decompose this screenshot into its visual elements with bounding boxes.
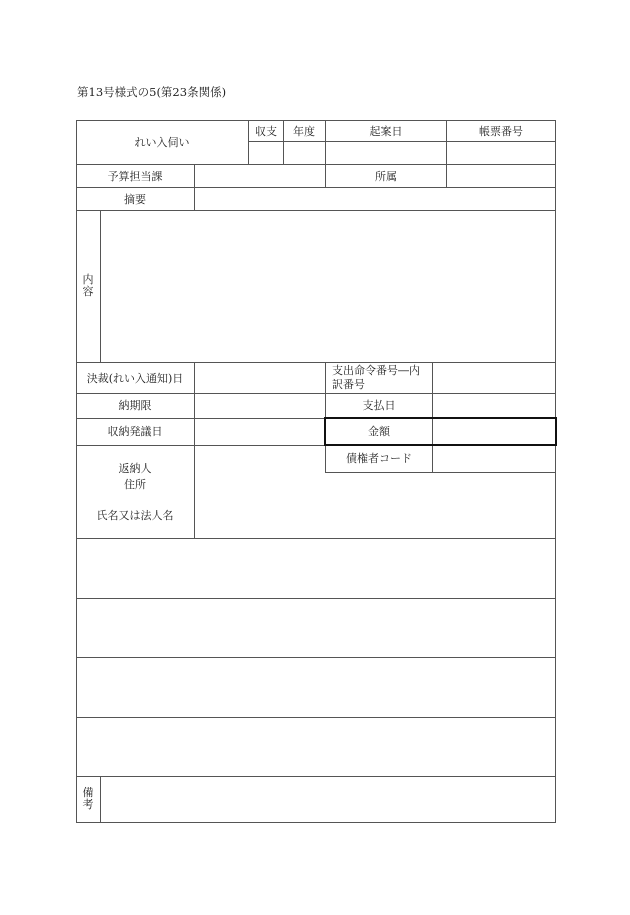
form-title: 第13号様式の5(第23条関係) bbox=[77, 85, 227, 99]
receipt-label: 収支 bbox=[255, 125, 277, 138]
request-label: れい入伺い bbox=[134, 136, 190, 149]
name-label: 氏名又は法人名 bbox=[96, 509, 174, 522]
due-date-label: 納期限 bbox=[118, 399, 152, 412]
remarks-label: 備考 bbox=[82, 786, 94, 811]
address-label: 住所 bbox=[124, 478, 146, 491]
payee-label: 返納人 bbox=[118, 462, 152, 475]
creditor-code-label: 債権者コード bbox=[346, 452, 412, 465]
voucher-no-label: 帳票番号 bbox=[479, 125, 523, 138]
year-label: 年度 bbox=[293, 125, 315, 138]
affiliation-label: 所属 bbox=[375, 170, 397, 183]
draft-date-label: 起案日 bbox=[369, 125, 403, 138]
content-label: 内容 bbox=[82, 273, 94, 298]
payment-order-label-2: 訳番号 bbox=[332, 378, 365, 391]
approval-date-label: 決裁(れい入通知)日 bbox=[86, 372, 184, 385]
amount-label: 金額 bbox=[368, 425, 390, 438]
collection-date-label: 収納発議日 bbox=[107, 425, 163, 438]
payment-date-label: 支払日 bbox=[362, 399, 396, 412]
summary-label: 摘要 bbox=[124, 193, 146, 206]
payment-order-label-1: 支出命令番号―内 bbox=[332, 364, 420, 377]
budget-dept-label: 予算担当課 bbox=[107, 170, 163, 183]
amount-box bbox=[324, 417, 557, 446]
